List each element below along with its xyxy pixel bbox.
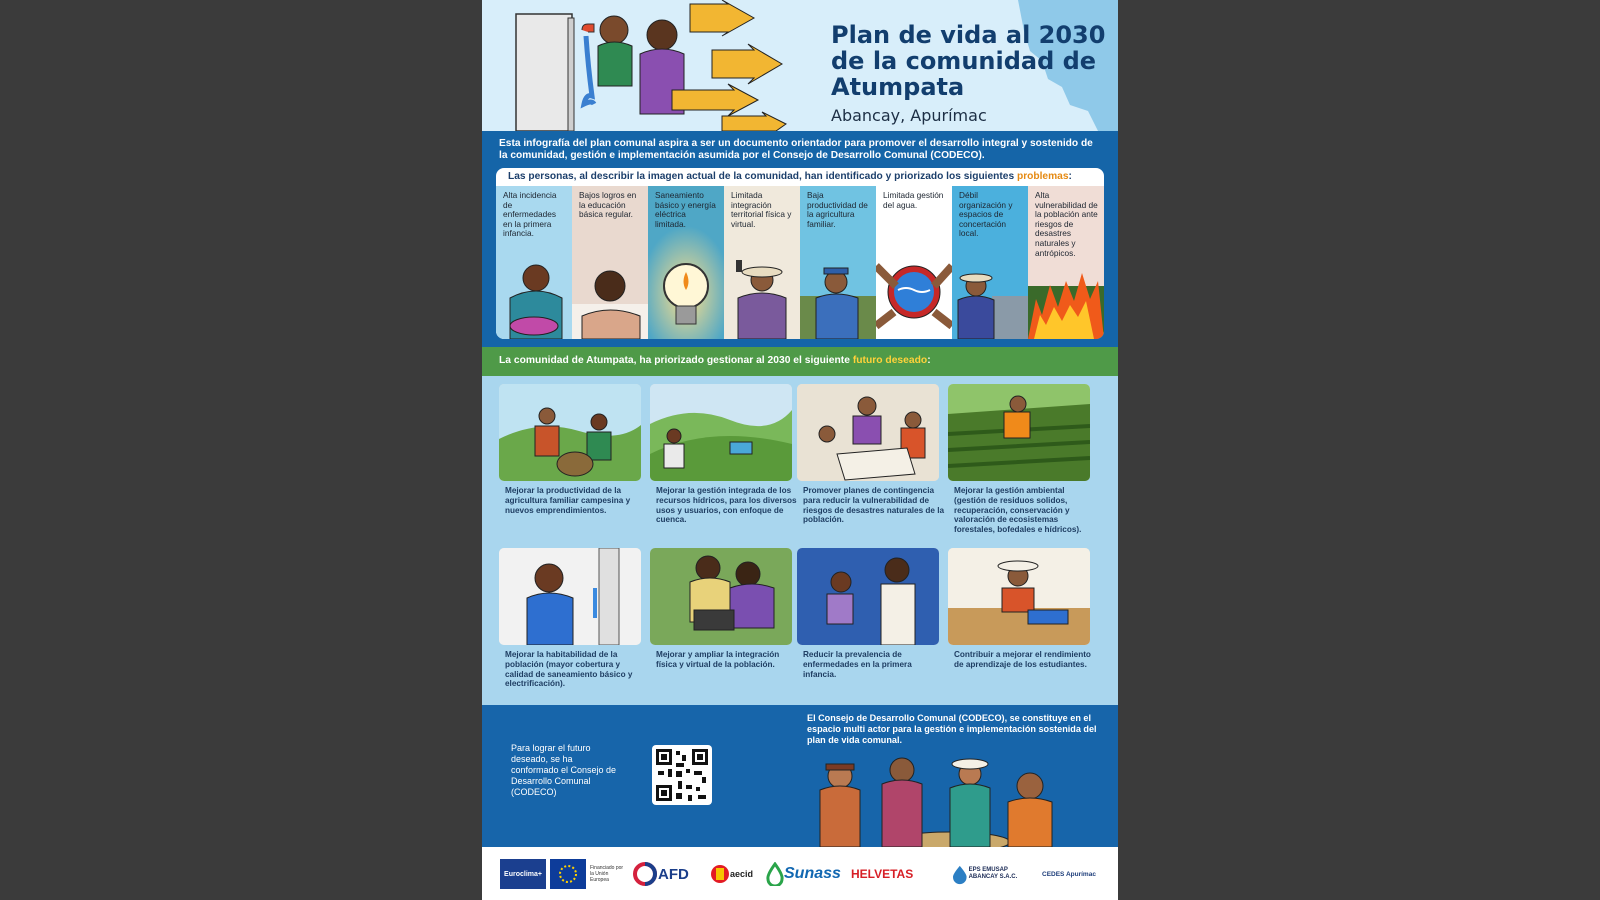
eu-stars-icon (550, 859, 586, 889)
problems-heading-suffix: : (1068, 171, 1072, 182)
goal-text: Promover planes de contingencia para reducir la vulnerabilidad de riesgos de desastres naturales de la población. (803, 486, 945, 525)
goal-image (948, 384, 1090, 481)
goal-card (797, 548, 947, 679)
intro-section (482, 131, 1118, 347)
future-heading-prefix: La comunidad de Atumpata, ha priorizado gestionar al 2030 el siguiente (499, 355, 850, 366)
problem-text: Baja productividad de la agricultura familiar. (807, 190, 868, 229)
cedes-logo (1042, 859, 1104, 889)
goal-text: Mejorar y ampliar la integración física y virtual de la población. (656, 650, 780, 669)
goal-image (650, 548, 792, 645)
problems-heading-prefix: Las personas, al describir la imagen actual de la comunidad, han identificado y priorizado los siguientes (508, 171, 1015, 182)
euroclima-logo (500, 859, 546, 889)
goal-illustration (948, 384, 1090, 481)
problem-text: Limitada integración territorial física y virtual. (731, 190, 792, 229)
helvetas-logo (851, 859, 941, 889)
eu-flag-logo (550, 859, 586, 889)
goal-text: Mejorar la gestión integrada de los recursos hídricos, para los diversos usos y usuarios, con enfoque de cuenca. (656, 486, 797, 525)
helvetas-label: HELVETAS (851, 867, 914, 881)
goal-text: Reducir la prevalencia de enfermedades en la primera infancia. (803, 650, 912, 679)
problem-panel (572, 186, 648, 339)
goal-card (650, 548, 800, 670)
sunass-label: Sunass (784, 865, 841, 882)
goal-card (499, 548, 649, 689)
goal-illustration (499, 384, 641, 481)
problem-panel (952, 186, 1028, 339)
goal-illustration (797, 384, 939, 481)
euroclima-label: Euroclima+ (504, 870, 542, 878)
problem-panel (876, 186, 952, 339)
goal-card (948, 384, 1098, 535)
hero-illustration (512, 0, 822, 131)
eu-funding-note: Financiado por la Unión Europea (590, 865, 624, 883)
goal-card (650, 384, 800, 525)
goal-illustration (797, 548, 939, 645)
sponsor-logos (482, 847, 1118, 900)
codeco-illustration (800, 750, 1100, 847)
goal-card (797, 384, 947, 525)
goal-card (948, 548, 1098, 670)
future-heading (499, 355, 931, 366)
codeco-section (482, 705, 1118, 847)
goal-image (797, 548, 939, 645)
afd-logo (632, 859, 696, 889)
goals-grid (482, 376, 1118, 705)
problem-panel (800, 186, 876, 339)
problem-text: Alta incidencia de enfermedades en la primera infancia. (503, 190, 557, 239)
goal-image (650, 384, 792, 481)
codeco-description: El Consejo de Desarrollo Comunal (CODECO), se constituye en el espacio multi actor para la gestión e implementación sostenida del plan de vida comunal. (807, 713, 1097, 745)
goal-image (797, 384, 939, 481)
problems-box (496, 168, 1104, 339)
afd-ring-icon (632, 861, 658, 887)
goal-image (948, 548, 1090, 645)
goal-text: Mejorar la habitabilidad de la población (mayor cobertura y calidad de saneamiento básico y electrificación). (505, 650, 633, 689)
aecid-logo (710, 859, 758, 889)
problems-heading (508, 171, 1098, 182)
emusap-drop-icon (951, 860, 969, 888)
page-subtitle: Abancay, Apurímac (831, 106, 987, 125)
aecid-emblem-icon (710, 864, 730, 884)
problem-text: Limitada gestión del agua. (883, 190, 944, 210)
problem-panel (724, 186, 800, 339)
goal-illustration (650, 384, 792, 481)
problem-text: Alta vulnerabilidad de la población ante riesgos de desastres naturales y antrópicos. (1035, 190, 1098, 258)
goal-illustration (499, 548, 641, 645)
goal-image (499, 548, 641, 645)
page-title: Plan de vida al 2030 de la comunidad de Atumpata (831, 21, 1106, 101)
water-drop-icon (766, 862, 784, 886)
sunass-logo (766, 859, 842, 889)
future-heading-suffix: : (927, 355, 931, 366)
future-banner (482, 347, 1118, 376)
codeco-intro-text: Para lograr el futuro deseado, se ha conformado el Consejo de Desarrollo Comunal (CODECO) (511, 743, 617, 797)
problem-text: Bajos logros en la educación básica regular. (579, 190, 637, 220)
emusap-logo (951, 859, 1029, 889)
problem-text: Débil organización y espacios de concertación local. (959, 190, 1013, 239)
future-heading-highlight: futuro deseado (852, 355, 928, 366)
goal-text: Mejorar la productividad de la agricultura familiar campesina y nuevos emprendimientos. (505, 486, 631, 515)
emusap-label: EPS EMUSAP ABANCAY S.A.C. (968, 867, 1018, 880)
goal-illustration (948, 548, 1090, 645)
goal-text: Mejorar la gestión ambiental (gestión de residuos solidos, recuperación, conservación y valoración de ecosistemas forestales, bofedales e hídricos). (954, 486, 1082, 535)
problem-panel (1028, 186, 1104, 339)
afd-label: AFD (658, 865, 689, 883)
goal-image (499, 384, 641, 481)
infographic-poster (482, 0, 1118, 900)
cedes-label: CEDES Apurímac (1042, 870, 1096, 878)
intro-text: Esta infografía del plan comunal aspira a ser un documento orientador para promover el desarrollo integral y sostenido de la comunidad, gestión e implementación asumida por el Consejo de Desarrollo Comunal (CODECO). (499, 138, 1093, 161)
problem-panel (496, 186, 572, 339)
problems-heading-highlight: problemas (1016, 171, 1069, 182)
aecid-label: aecid (730, 869, 754, 879)
qr-code[interactable] (652, 745, 712, 805)
goal-card (499, 384, 649, 515)
goal-text: Contribuir a mejorar el rendimiento de aprendizaje de los estudiantes. (954, 650, 1091, 669)
problem-panels (496, 186, 1104, 339)
problem-text: Saneamiento básico y energía eléctrica limitada. (655, 190, 716, 229)
hero-banner (482, 0, 1118, 131)
goal-illustration (650, 548, 792, 645)
problem-panel (648, 186, 724, 339)
